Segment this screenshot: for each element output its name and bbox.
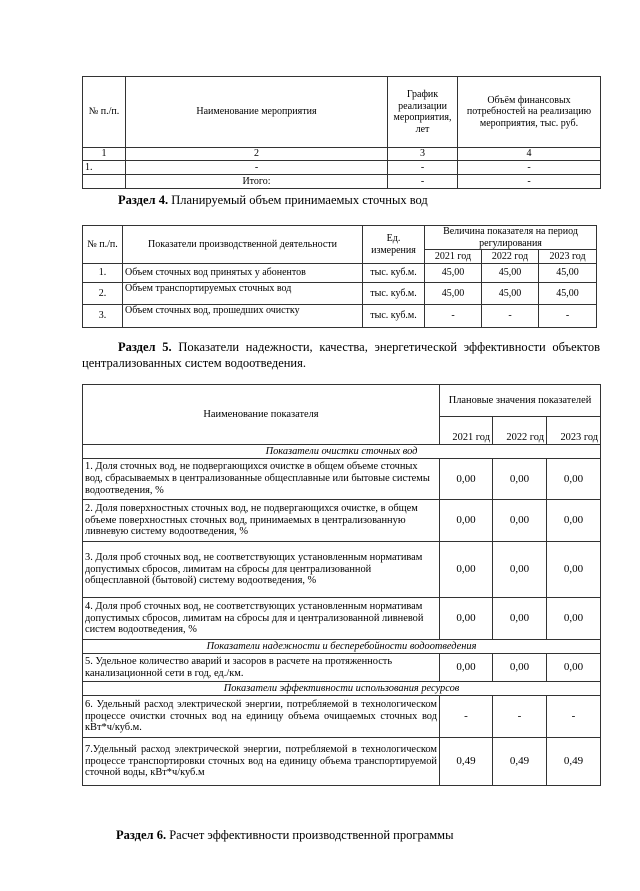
header-planned-values: Плановые значения показателей [440, 385, 601, 417]
row-value: - [539, 305, 597, 328]
row-unit: тыс. куб.м. [363, 283, 425, 305]
row-value: 0,00 [440, 500, 493, 542]
index-cell: 1 [83, 148, 126, 161]
row-value: - [440, 696, 493, 738]
row-unit: тыс. куб.м. [363, 264, 425, 283]
section-6-label: Раздел 6. [116, 828, 167, 842]
row-value: 0,49 [547, 738, 601, 786]
row-value: 45,00 [539, 264, 597, 283]
table-row [83, 654, 601, 682]
index-cell: 3 [388, 148, 458, 161]
year-header: 2023 год [539, 250, 597, 264]
index-cell: 4 [458, 148, 601, 161]
header-activity-name: Наименование мероприятия [126, 77, 388, 148]
table-header-row [83, 226, 597, 250]
row-value: 0,00 [440, 459, 493, 500]
header-finance: Объём финансовых потребностей на реализацию мероприятия, тыс. руб. [458, 77, 601, 148]
header-indicator: Показатели производственной деятельности [123, 226, 363, 264]
table-row [83, 542, 601, 598]
group-row [83, 682, 601, 696]
row-value: 0,00 [440, 654, 493, 682]
row-name: 5. Удельное количество аварий и засоров в расчете на протяженность канализационной сети в год, ед./км. [83, 654, 440, 682]
table-row [83, 459, 601, 500]
row-name: 1. Доля сточных вод, не подвергающихся очистке в общем объеме сточных вод, сбрасываемых в централизованные общесплавные или бытовые системы водоотведения, % [83, 459, 440, 500]
row-unit: тыс. куб.м. [363, 305, 425, 328]
section-4-label: Раздел 4. [118, 193, 169, 207]
row-finance: - [458, 161, 601, 175]
section-5-label: Раздел 5. [118, 340, 172, 354]
header-unit: Ед. измерения [363, 226, 425, 264]
row-value: 0,00 [547, 459, 601, 500]
row-num: 1. [83, 264, 123, 283]
row-value: 0,00 [547, 542, 601, 598]
row-value: 45,00 [539, 283, 597, 305]
activities-table [82, 76, 601, 189]
table-row [83, 696, 601, 738]
row-name: Объем транспортируемых сточных вод [123, 283, 363, 305]
row-value: 0,00 [493, 459, 547, 500]
header-indicator-name: Наименование показателя [83, 385, 440, 445]
table-row [83, 161, 601, 175]
group-row [83, 640, 601, 654]
row-schedule: - [388, 161, 458, 175]
row-value: 45,00 [482, 264, 539, 283]
table-row [83, 305, 597, 328]
total-finance: - [458, 175, 601, 189]
year-header: 2021 год [440, 417, 493, 445]
header-value-period: Величина показателя на период регулирования [425, 226, 597, 250]
row-name: 2. Доля поверхностных сточных вод, не подвергающихся очистке, в общем объеме поверхностных сточных вод, принимаемых в централизованную ливневую систему водоотведения, % [83, 500, 440, 542]
row-value: 0,00 [493, 598, 547, 640]
row-value: 0,00 [440, 598, 493, 640]
year-header: 2022 год [493, 417, 547, 445]
row-value: 45,00 [425, 264, 482, 283]
row-value: - [493, 696, 547, 738]
year-header: 2023 год [547, 417, 601, 445]
row-value: 45,00 [482, 283, 539, 305]
row-value: 0,00 [547, 500, 601, 542]
index-row [83, 148, 601, 161]
group-reliability: Показатели надежности и бесперебойности водоотведения [83, 640, 601, 654]
row-name: Объем сточных вод, прошедших очистку [123, 305, 363, 328]
section-6-heading [116, 828, 453, 843]
row-name: 7.Удельный расход электрической энергии, потребляемой в технологическом процессе транспортировки сточных вод на единицу объема транспортируемой сточной воды, кВт*ч/куб.м [83, 738, 440, 786]
row-num: 1. [83, 161, 126, 175]
year-header: 2021 год [425, 250, 482, 264]
row-num: 3. [83, 305, 123, 328]
row-name: Объем сточных вод принятых у абонентов [123, 264, 363, 283]
row-value: 45,00 [425, 283, 482, 305]
table-header-row [83, 385, 601, 417]
row-value: 0,00 [493, 542, 547, 598]
section-5-title: Показатели надежности, качества, энергетической эффективности объектов централизованных систем водоотведения. [82, 340, 600, 370]
index-cell: 2 [126, 148, 388, 161]
header-num: № п./п. [83, 77, 126, 148]
row-value: 0,00 [440, 542, 493, 598]
row-value: 0,00 [547, 654, 601, 682]
table-row [83, 598, 601, 640]
table-row [83, 500, 601, 542]
total-schedule: - [388, 175, 458, 189]
row-name: 4. Доля проб сточных вод, не соответствующих установленным нормативам допустимых сбросов, лимитам на сбросы для и централизованной ливневой систем водоотведения, % [83, 598, 440, 640]
row-value: - [425, 305, 482, 328]
section-4-title: Планируемый объем принимаемых сточных вод [171, 193, 428, 207]
table-row [83, 738, 601, 786]
row-value: 0,49 [440, 738, 493, 786]
section-5-heading [82, 340, 600, 371]
group-row [83, 445, 601, 459]
year-header: 2022 год [482, 250, 539, 264]
table-row [83, 283, 597, 305]
volume-table [82, 225, 597, 328]
total-row [83, 175, 601, 189]
header-num: № п./п. [83, 226, 123, 264]
total-label: Итого: [126, 175, 388, 189]
row-value: - [547, 696, 601, 738]
row-num: 2. [83, 283, 123, 305]
group-resources: Показатели эффективности использования ресурсов [83, 682, 601, 696]
header-schedule: График реализации мероприятия, лет [388, 77, 458, 148]
row-name: 3. Доля проб сточных вод, не соответствующих установленным нормативам допустимых сбросов, лимитам на сбросы для централизованной общесплавной (бытовой) систему водоотведения, % [83, 542, 440, 598]
row-name: 6. Удельный расход электрической энергии, потребляемой в технологическом процессе очистки сточных вод на единицу объема очищаемых сточных вод кВт*ч/куб.м. [83, 696, 440, 738]
row-name: - [126, 161, 388, 175]
row-value: 0,00 [493, 654, 547, 682]
indicators-table [82, 384, 601, 786]
group-cleaning: Показатели очистки сточных вод [83, 445, 601, 459]
row-value: - [482, 305, 539, 328]
row-value: 0,49 [493, 738, 547, 786]
table-row [83, 264, 597, 283]
row-value: 0,00 [547, 598, 601, 640]
row-value: 0,00 [493, 500, 547, 542]
table-header-row [83, 77, 601, 148]
section-4-heading [118, 193, 428, 208]
section-6-title: Расчет эффективности производственной программы [169, 828, 454, 842]
